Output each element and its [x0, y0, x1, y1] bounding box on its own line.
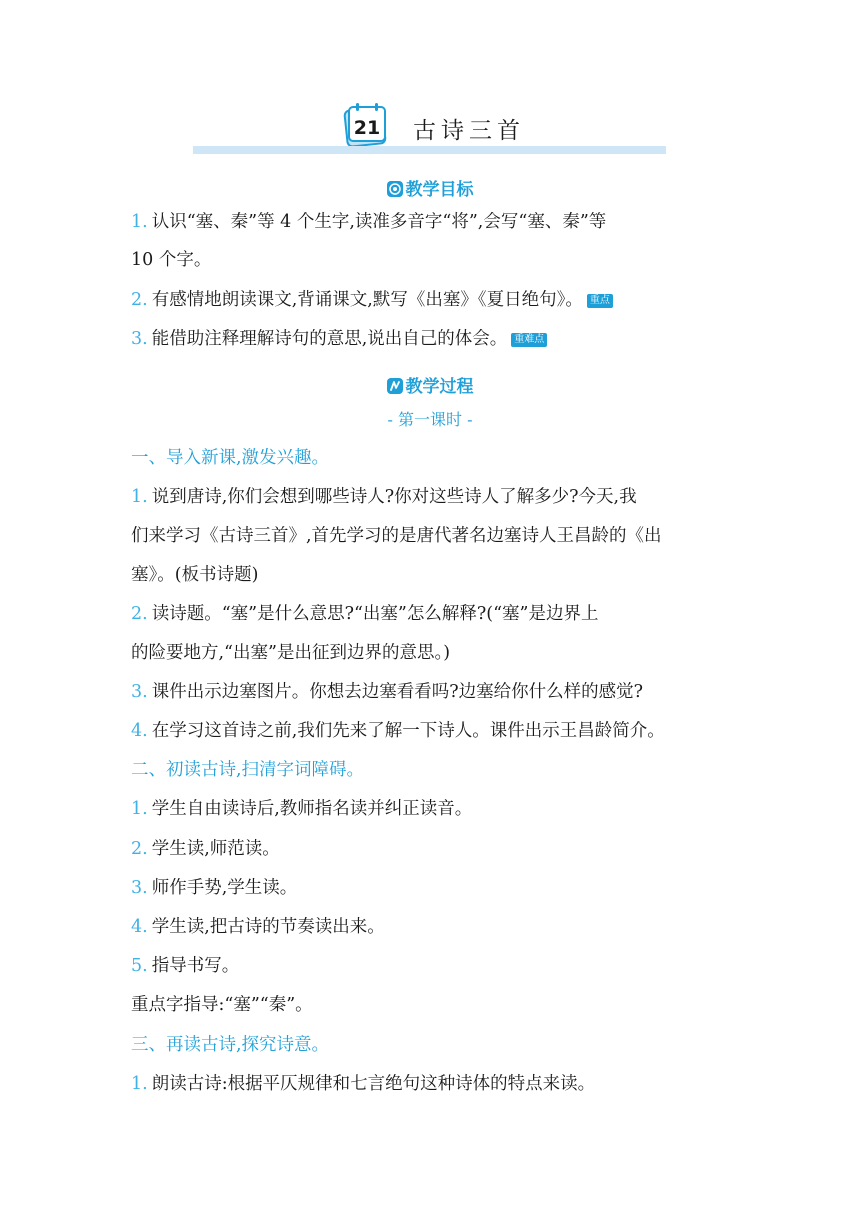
step-1-item-1-cont2: 塞》。(板书诗题) [131, 565, 259, 585]
item-number: 5. [131, 956, 148, 976]
step-2-item-4 [131, 916, 385, 938]
calendar-badge-icon [343, 102, 389, 148]
process-heading-text: 教学过程 [405, 377, 474, 397]
goal-text: 有感情地朗读课文,背诵课文,默写《出塞》《夏日绝句》。 [151, 290, 583, 310]
process-heading [0, 372, 860, 397]
item-text: 朗读古诗:根据平仄规律和七言绝句这种诗体的特点来读。 [151, 1074, 596, 1094]
goal-item-3 [131, 328, 547, 350]
step-1-item-3 [131, 681, 643, 703]
lesson-title: 古诗三首 [413, 118, 525, 144]
step-2-note: 重点字指导:“塞”“秦”。 [131, 995, 313, 1015]
key-point-badge: 重点 [587, 294, 613, 308]
goal-text: 10 个字。 [131, 250, 212, 270]
goal-text: 能借助注释理解诗句的意思,说出自己的体会。 [151, 329, 508, 349]
item-text: 学生读,师范读。 [151, 839, 280, 859]
item-text: 学生自由读诗后,教师指名读并纠正读音。 [151, 799, 473, 819]
item-number: 2. [131, 839, 148, 859]
item-text: 学生读,把古诗的节奏读出来。 [151, 917, 385, 937]
target-icon [387, 181, 403, 197]
step-2-item-5 [131, 955, 239, 977]
step-2-item-3 [131, 877, 297, 899]
lesson-header [193, 100, 666, 156]
item-number: 1. [131, 799, 148, 819]
item-text: 指导书写。 [151, 956, 240, 976]
step-1-item-2 [131, 603, 598, 625]
item-number: 4. [131, 917, 148, 937]
item-text: 课件出示边塞图片。你想去边塞看看吗?边塞给你什么样的感觉? [151, 682, 643, 702]
step-3-item-1 [131, 1073, 595, 1095]
item-number: 3. [131, 878, 148, 898]
item-number: 1. [131, 1074, 148, 1094]
item-text: 读诗题。“塞”是什么意思?“出塞”怎么解释?(“塞”是边界上 [151, 604, 599, 624]
goal-item-1 [131, 211, 606, 233]
step-1-item-2-cont: 的险要地方,“出塞”是出征到边界的意思。) [131, 643, 451, 663]
goals-heading-text: 教学目标 [405, 180, 474, 200]
goal-item-1-cont [131, 249, 211, 271]
goal-number: 1. [131, 212, 148, 232]
goal-number: 2. [131, 290, 148, 310]
goal-number: 3. [131, 329, 148, 349]
step-2-item-1 [131, 798, 472, 820]
period-label: - 第一课时 - [387, 410, 473, 429]
step-2-item-2 [131, 838, 280, 860]
step-3-title: 三、再读古诗,探究诗意。 [131, 1035, 330, 1055]
item-number: 3. [131, 682, 148, 702]
lesson-number: 21 [353, 117, 381, 139]
step-2-title: 二、初读古诗,扫清字词障碍。 [131, 760, 365, 780]
item-text: 师作手势,学生读。 [151, 878, 298, 898]
item-number: 1. [131, 487, 148, 507]
difficulty-badge: 重难点 [511, 333, 547, 347]
item-text: 说到唐诗,你们会想到哪些诗人?你对这些诗人了解多少?今天,我 [151, 487, 637, 507]
goal-item-2 [131, 289, 613, 311]
header-underline [193, 146, 666, 154]
item-number: 4. [131, 721, 148, 741]
step-1-title: 一、导入新课,激发兴趣。 [131, 448, 330, 468]
item-number: 2. [131, 604, 148, 624]
goals-heading [0, 175, 860, 200]
step-1-item-1 [131, 486, 637, 508]
step-1-item-4 [131, 720, 665, 742]
step-1-item-1-cont: 们来学习《古诗三首》,首先学习的是唐代著名边塞诗人王昌龄的《出 [131, 526, 662, 546]
process-icon [387, 378, 403, 394]
item-text: 在学习这首诗之前,我们先来了解一下诗人。课件出示王昌龄简介。 [151, 721, 665, 741]
goal-text: 认识“塞、秦”等 4 个生字,读准多音字“将”,会写“塞、秦”等 [151, 212, 607, 232]
